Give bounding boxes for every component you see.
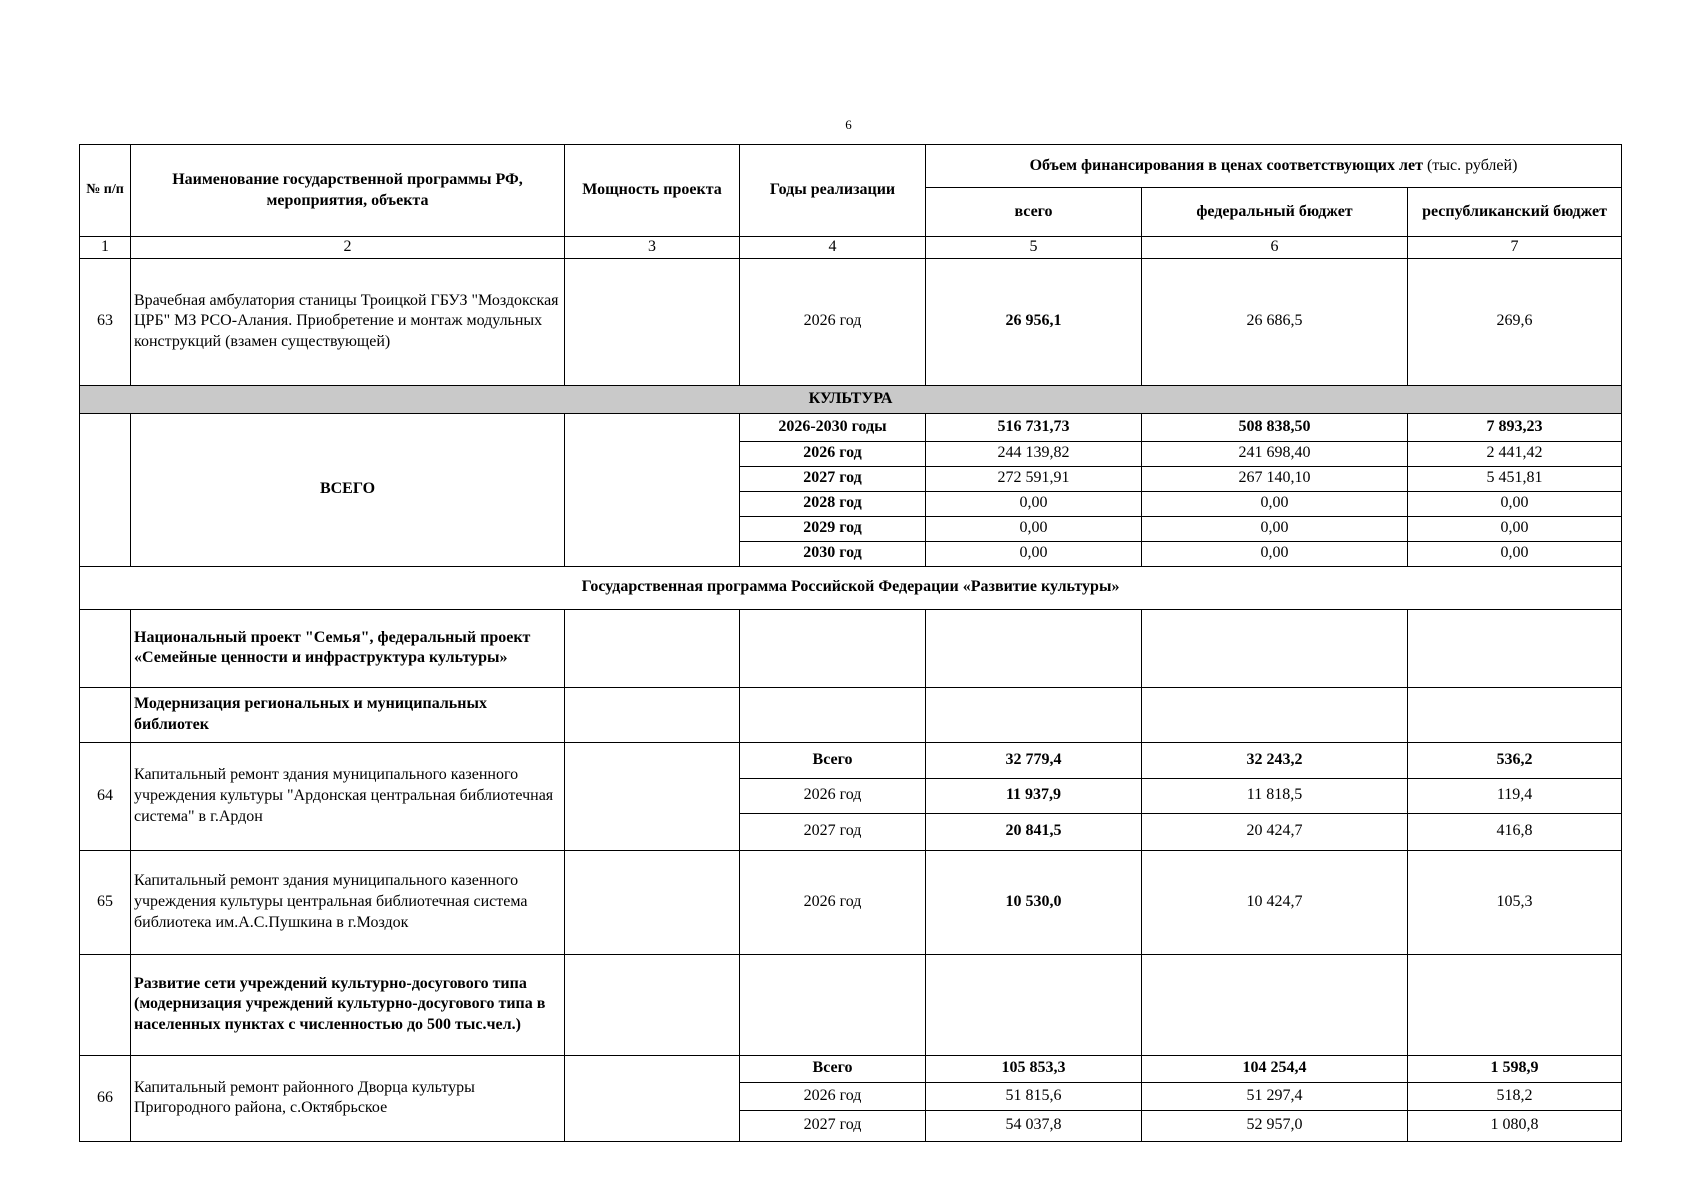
republic-cell: 119,4 bbox=[1408, 778, 1622, 813]
federal-cell: 26 686,5 bbox=[1142, 258, 1408, 385]
column-number: 2 bbox=[131, 237, 565, 259]
table-row bbox=[80, 1055, 1622, 1082]
year-cell bbox=[740, 687, 926, 742]
capacity-cell bbox=[565, 413, 740, 566]
republic-cell bbox=[1408, 609, 1622, 687]
header-no: № п/п bbox=[80, 145, 131, 237]
project-name: Капитальный ремонт здания муниципального казенного учреждения культуры "Ардонская центральная библиотечная система" в г.Ардон bbox=[131, 742, 565, 850]
header-row bbox=[80, 145, 1622, 188]
column-number: 1 bbox=[80, 237, 131, 259]
federal-cell: 51 297,4 bbox=[1142, 1082, 1408, 1110]
republic-cell: 0,00 bbox=[1408, 491, 1622, 516]
table-row bbox=[80, 687, 1622, 742]
project-name: Капитальный ремонт районного Дворца культуры Пригородного района, с.Октябрьское bbox=[131, 1055, 565, 1141]
republic-cell: 2 441,42 bbox=[1408, 441, 1622, 466]
project-name: Врачебная амбулатория станицы Троицкой ГБУЗ "Моздокская ЦРБ" МЗ РСО-Алания. Приобретение и монтаж модульных конструкций (взамен существующей) bbox=[131, 258, 565, 385]
republic-cell bbox=[1408, 954, 1622, 1055]
federal-cell: 10 424,7 bbox=[1142, 850, 1408, 954]
header-republic: республиканский бюджет bbox=[1408, 188, 1622, 237]
row-number bbox=[80, 413, 131, 566]
year-cell: 2028 год bbox=[740, 491, 926, 516]
federal-cell: 20 424,7 bbox=[1142, 813, 1408, 850]
capacity-cell bbox=[565, 258, 740, 385]
total-cell: 20 841,5 bbox=[926, 813, 1142, 850]
republic-cell: 5 451,81 bbox=[1408, 466, 1622, 491]
republic-cell: 416,8 bbox=[1408, 813, 1622, 850]
year-cell: 2026 год bbox=[740, 850, 926, 954]
capacity-cell bbox=[565, 954, 740, 1055]
republic-cell: 1 080,8 bbox=[1408, 1110, 1622, 1141]
year-cell: 2026 год bbox=[740, 778, 926, 813]
total-cell: 32 779,4 bbox=[926, 742, 1142, 778]
header-total: всего bbox=[926, 188, 1142, 237]
republic-cell: 518,2 bbox=[1408, 1082, 1622, 1110]
total-cell: 54 037,8 bbox=[926, 1110, 1142, 1141]
header-funding-unit: (тыс. рублей) bbox=[1422, 156, 1518, 174]
column-number: 3 bbox=[565, 237, 740, 259]
table-row bbox=[80, 850, 1622, 954]
table-row bbox=[80, 258, 1622, 385]
republic-cell: 0,00 bbox=[1408, 516, 1622, 541]
year-cell: 2030 год bbox=[740, 541, 926, 566]
federal-cell: 0,00 bbox=[1142, 541, 1408, 566]
program-row bbox=[80, 566, 1622, 609]
section-culture: КУЛЬТУРА bbox=[80, 385, 1622, 413]
table-row bbox=[80, 609, 1622, 687]
row-number: 64 bbox=[80, 742, 131, 850]
row-number bbox=[80, 687, 131, 742]
federal-cell: 11 818,5 bbox=[1142, 778, 1408, 813]
year-cell: 2029 год bbox=[740, 516, 926, 541]
header-funding-title: Объем финансирования в ценах соответствующих лет bbox=[1029, 156, 1423, 174]
federal-cell: 52 957,0 bbox=[1142, 1110, 1408, 1141]
row-number: 66 bbox=[80, 1055, 131, 1141]
row-number: 63 bbox=[80, 258, 131, 385]
column-number: 5 bbox=[926, 237, 1142, 259]
republic-cell: 269,6 bbox=[1408, 258, 1622, 385]
year-cell bbox=[740, 954, 926, 1055]
federal-cell bbox=[1142, 687, 1408, 742]
republic-cell: 0,00 bbox=[1408, 541, 1622, 566]
capacity-cell bbox=[565, 687, 740, 742]
year-cell: Всего bbox=[740, 1055, 926, 1082]
header-federal: федеральный бюджет bbox=[1142, 188, 1408, 237]
year-cell: 2026-2030 годы bbox=[740, 413, 926, 441]
project-name: Капитальный ремонт здания муниципального казенного учреждения культуры центральная библиотечная система библиотека им.А.С.Пушкина в г.Моздок bbox=[131, 850, 565, 954]
row-number: 65 bbox=[80, 850, 131, 954]
federal-cell bbox=[1142, 609, 1408, 687]
year-cell: 2027 год bbox=[740, 1110, 926, 1141]
column-number: 7 bbox=[1408, 237, 1622, 259]
table-row bbox=[80, 742, 1622, 778]
year-cell: 2026 год bbox=[740, 441, 926, 466]
year-cell: 2026 год bbox=[740, 1082, 926, 1110]
year-cell: 2026 год bbox=[740, 258, 926, 385]
table-row bbox=[80, 413, 1622, 441]
republic-cell: 1 598,9 bbox=[1408, 1055, 1622, 1082]
total-cell: 105 853,3 bbox=[926, 1055, 1142, 1082]
header-funding bbox=[926, 145, 1622, 188]
capacity-cell bbox=[565, 850, 740, 954]
republic-cell: 536,2 bbox=[1408, 742, 1622, 778]
program-title: Государственная программа Российской Федерации «Развитие культуры» bbox=[80, 566, 1622, 609]
header-years: Годы реализации bbox=[740, 145, 926, 237]
column-number: 4 bbox=[740, 237, 926, 259]
year-cell: 2027 год bbox=[740, 466, 926, 491]
total-cell: 516 731,73 bbox=[926, 413, 1142, 441]
federal-cell: 104 254,4 bbox=[1142, 1055, 1408, 1082]
capacity-cell bbox=[565, 609, 740, 687]
national-project-name: Национальный проект "Семья", федеральный проект «Семейные ценности и инфраструктура культуры» bbox=[131, 609, 565, 687]
row-number bbox=[80, 954, 131, 1055]
federal-cell: 267 140,10 bbox=[1142, 466, 1408, 491]
federal-cell bbox=[1142, 954, 1408, 1055]
year-cell: Всего bbox=[740, 742, 926, 778]
total-cell: 0,00 bbox=[926, 541, 1142, 566]
libraries-heading: Модернизация региональных и муниципальных библиотек bbox=[131, 687, 565, 742]
total-cell: 0,00 bbox=[926, 491, 1142, 516]
total-cell: 26 956,1 bbox=[926, 258, 1142, 385]
federal-cell: 32 243,2 bbox=[1142, 742, 1408, 778]
total-cell: 10 530,0 bbox=[926, 850, 1142, 954]
federal-cell: 241 698,40 bbox=[1142, 441, 1408, 466]
section-row bbox=[80, 385, 1622, 413]
page-number: 6 bbox=[845, 117, 852, 132]
table-row bbox=[80, 954, 1622, 1055]
total-cell: 51 815,6 bbox=[926, 1082, 1142, 1110]
column-number: 6 bbox=[1142, 237, 1408, 259]
total-cell: 244 139,82 bbox=[926, 441, 1142, 466]
year-cell: 2027 год bbox=[740, 813, 926, 850]
total-cell: 11 937,9 bbox=[926, 778, 1142, 813]
republic-cell bbox=[1408, 687, 1622, 742]
capacity-cell bbox=[565, 742, 740, 850]
total-cell bbox=[926, 954, 1142, 1055]
total-cell bbox=[926, 609, 1142, 687]
capacity-cell bbox=[565, 1055, 740, 1141]
republic-cell: 7 893,23 bbox=[1408, 413, 1622, 441]
total-label: ВСЕГО bbox=[131, 413, 565, 566]
republic-cell: 105,3 bbox=[1408, 850, 1622, 954]
total-cell: 0,00 bbox=[926, 516, 1142, 541]
year-cell bbox=[740, 609, 926, 687]
federal-cell: 0,00 bbox=[1142, 491, 1408, 516]
header-capacity: Мощность проекта bbox=[565, 145, 740, 237]
financing-table bbox=[79, 144, 1622, 1142]
total-cell bbox=[926, 687, 1142, 742]
federal-cell: 508 838,50 bbox=[1142, 413, 1408, 441]
total-cell: 272 591,91 bbox=[926, 466, 1142, 491]
leisure-heading: Развитие сети учреждений культурно-досугового типа (модернизация учреждений культурно-досугового типа в населенных пунктах с численностью до 500 тыс.чел.) bbox=[131, 954, 565, 1055]
federal-cell: 0,00 bbox=[1142, 516, 1408, 541]
header-name: Наименование государственной программы РФ, мероприятия, объекта bbox=[131, 145, 565, 237]
row-number bbox=[80, 609, 131, 687]
column-numbers-row bbox=[80, 237, 1622, 259]
